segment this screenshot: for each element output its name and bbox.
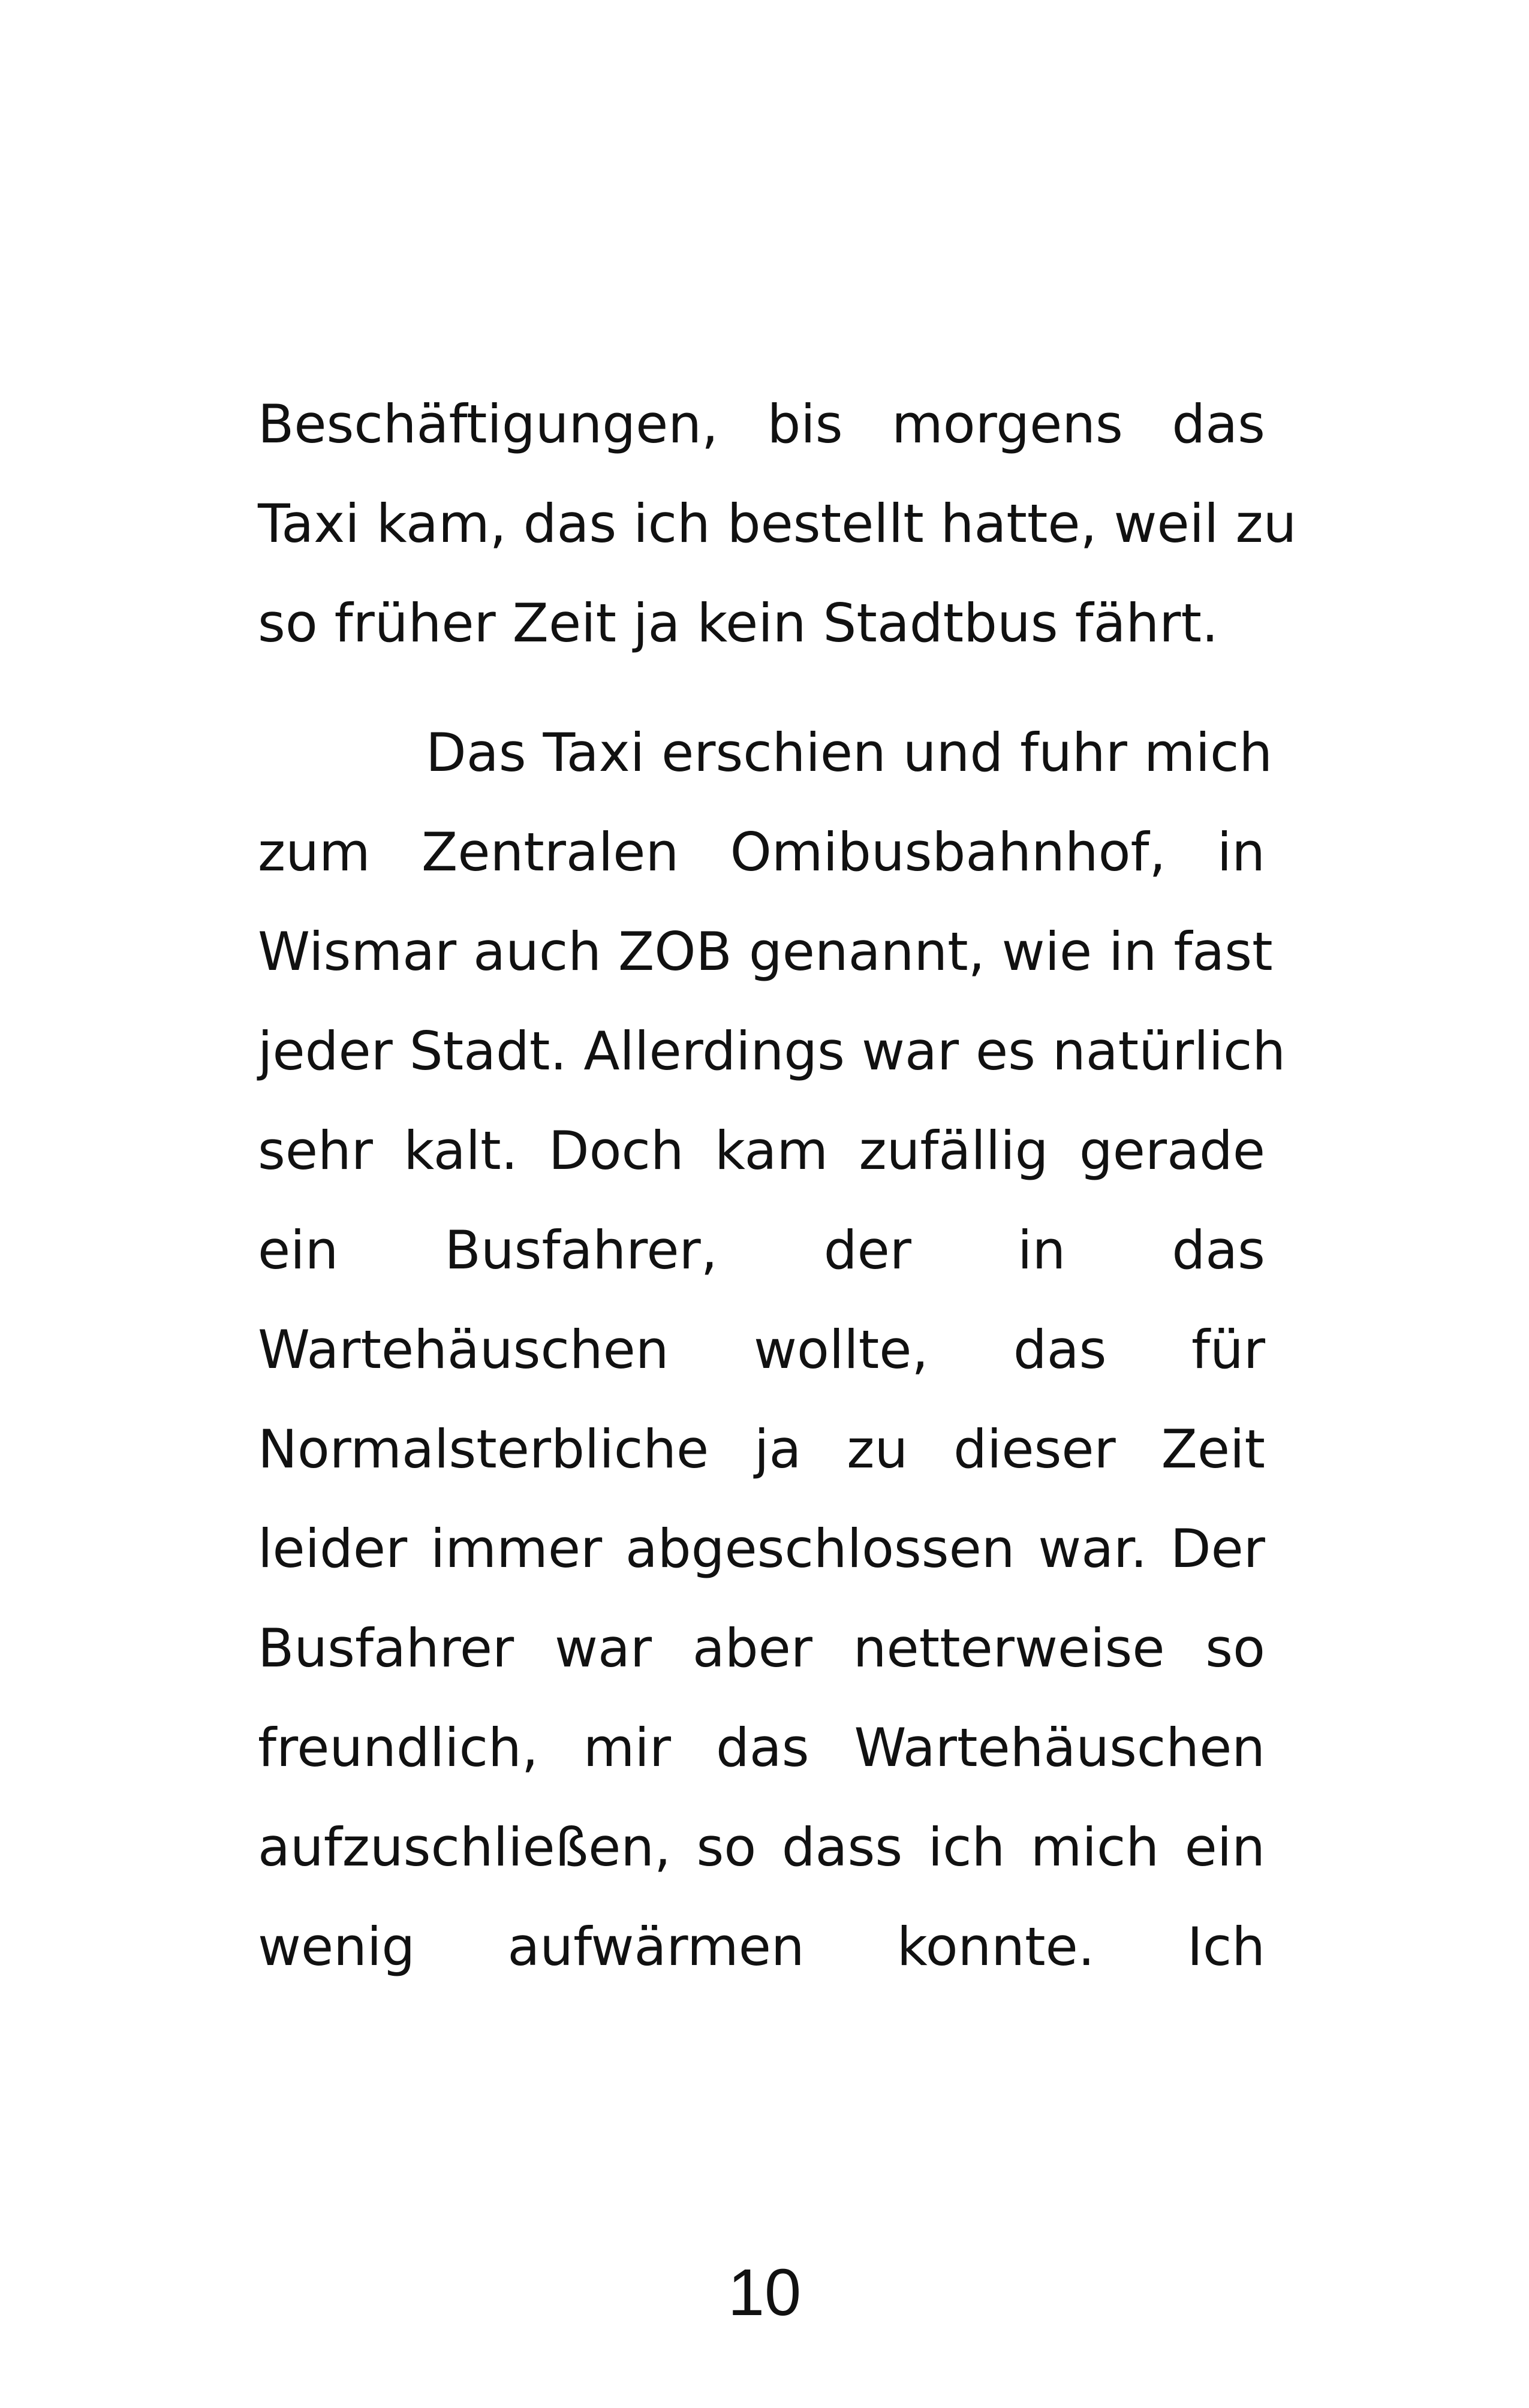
page-number: 10 (727, 2256, 802, 2329)
paragraph-2-line-1: Das Taxi erschien und fuhr mich (426, 722, 1273, 783)
paragraph-2-line-5: sehr kalt. Doch kam zufällig gerade (258, 1120, 1265, 1182)
paragraph-2-line-6: ein Busfahrer, der in das (258, 1219, 1265, 1281)
paragraph-gap (258, 673, 1265, 703)
paragraph-2-line-3: Wismar auch ZOB genannt, wie in fast (258, 921, 1273, 983)
body-text (258, 375, 1297, 1997)
paragraph-2-line-4: jeder Stadt. Allerdings war es natürlich (258, 1020, 1286, 1082)
paragraph-2-line-10: Busfahrer war aber netterweise so (258, 1617, 1265, 1679)
paragraph-2-line-9: leider immer abgeschlossen war. Der (258, 1518, 1265, 1580)
paragraph-2-line-8: Normalsterbliche ja zu dieser Zeit (258, 1418, 1265, 1480)
paragraph-2-line-11: freundlich, mir das Wartehäuschen (258, 1717, 1265, 1779)
paragraph-2-line-13: wenig aufwärmen konnte. Ich (258, 1916, 1265, 1978)
paragraph-1-line-2: Taxi kam, das ich bestellt hatte, weil zu (258, 493, 1297, 554)
paragraph-2-line-12: aufzuschließen, so dass ich mich ein (258, 1816, 1265, 1878)
paragraph-1-line-1: Beschäftigungen, bis morgens das (258, 393, 1265, 455)
paragraph-2-line-2: zum Zentralen Omibusbahnhof, in (258, 821, 1265, 883)
paragraph-2-line-7: Wartehäuschen wollte, das für (258, 1319, 1265, 1381)
paragraph-1-line-3: so früher Zeit ja kein Stadtbus fährt. (258, 592, 1218, 654)
